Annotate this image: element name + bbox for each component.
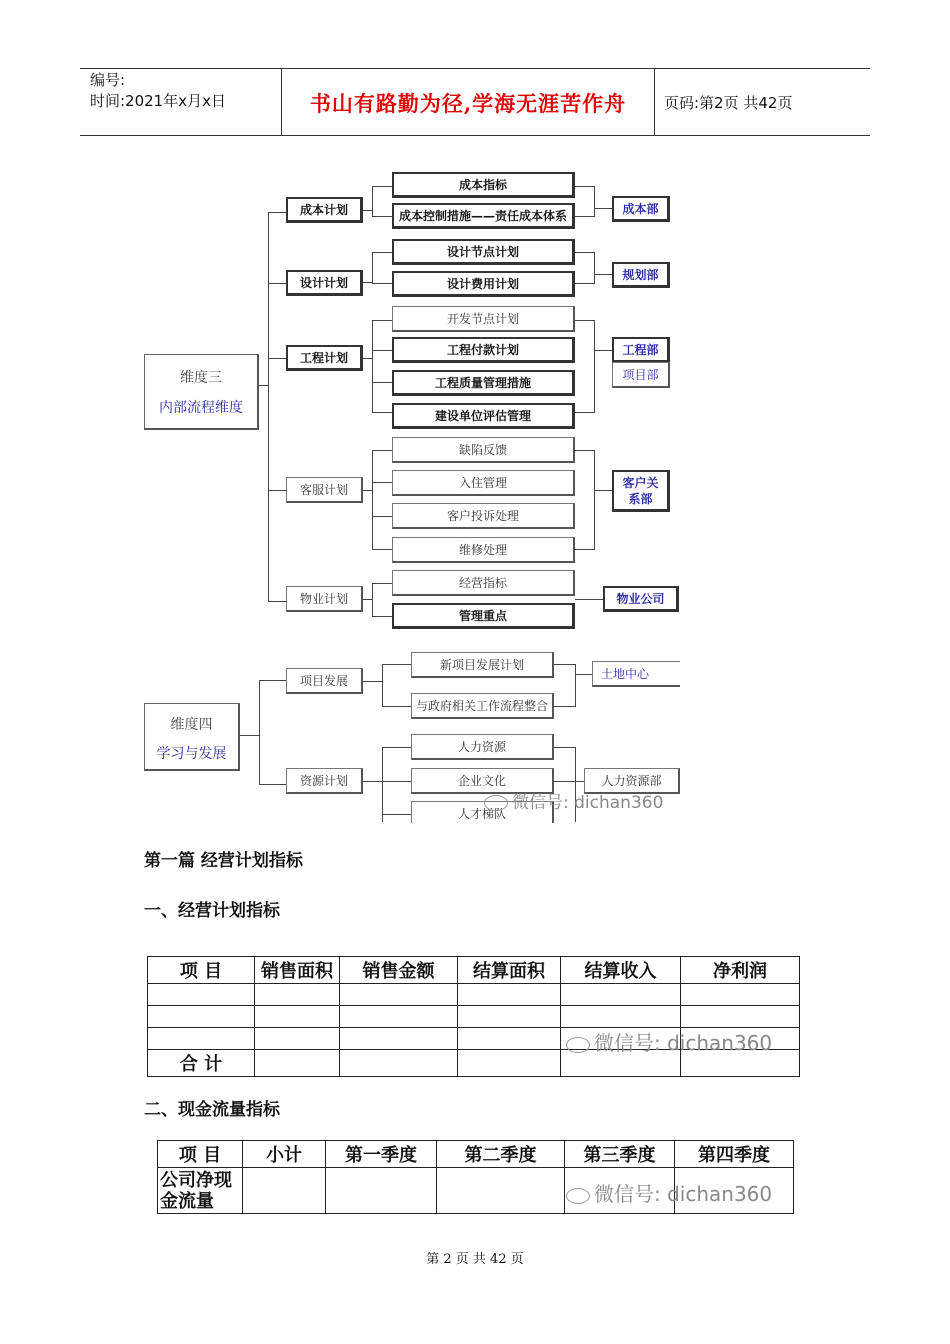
item-box: 建设单位评估管理 — [392, 403, 575, 429]
row-label: 公司净现金流量 — [158, 1168, 243, 1214]
item-box: 设计节点计划 — [392, 239, 575, 265]
header-meta — [90, 70, 226, 112]
header-page-info: 页码:第2页 共42页 — [664, 94, 793, 112]
wechat-icon — [566, 1188, 590, 1204]
item-box: 人力资源 — [411, 734, 554, 760]
dept-box-hr: 人力资源部 — [584, 768, 680, 794]
wechat-icon — [566, 1037, 590, 1053]
header-bottom-rule — [80, 135, 870, 136]
item-box: 入住管理 — [392, 470, 575, 496]
item-box: 成本控制措施——责任成本体系 — [392, 203, 575, 229]
heading-cash-flow: 二、现金流量指标 — [144, 1100, 280, 1120]
item-box: 管理重点 — [392, 603, 575, 629]
table-row — [148, 984, 800, 1006]
plan-box-resources: 资源计划 — [286, 768, 363, 794]
header-motto: 书山有路勤为径,学海无涯苦作舟 — [309, 91, 627, 116]
item-box: 缺陷反馈 — [392, 437, 575, 463]
table-header: 第二季度 — [437, 1141, 565, 1168]
table-header-row — [148, 957, 800, 984]
item-box: 成本指标 — [392, 172, 575, 198]
table-header: 小计 — [243, 1141, 326, 1168]
time-label: 时间:2021年x月x日 — [90, 92, 226, 110]
header-top-rule — [80, 68, 870, 69]
wechat-icon — [484, 795, 508, 811]
item-box: 设计费用计划 — [392, 271, 575, 297]
plan-box-property: 物业计划 — [286, 586, 363, 612]
dimension-subtitle: 学习与发展 — [156, 746, 227, 762]
table-header: 项 目 — [158, 1141, 243, 1168]
table-header: 结算面积 — [458, 957, 561, 984]
item-box: 开发节点计划 — [392, 306, 575, 332]
watermark: 微信号: dichan360 — [566, 1178, 772, 1207]
plan-box-engineering: 工程计划 — [286, 345, 363, 371]
dept-box-project: 项目部 — [612, 362, 670, 388]
dimension-three-box — [144, 354, 259, 430]
table-header: 净利润 — [681, 957, 800, 984]
dept-box-customer-relations: 客户关系部 — [612, 470, 670, 512]
table-header-row — [158, 1141, 794, 1168]
dept-box-cost: 成本部 — [612, 196, 670, 222]
table-header: 项 目 — [148, 957, 255, 984]
dimension-title: 维度三 — [180, 370, 222, 386]
item-box: 维修处理 — [392, 537, 575, 563]
section-title: 第一篇 经营计划指标 — [144, 851, 303, 871]
dept-box-engineering: 工程部 — [612, 337, 670, 363]
item-box: 客户投诉处理 — [392, 503, 575, 529]
table-row — [148, 1006, 800, 1028]
item-box: 人才梯队 — [411, 801, 554, 823]
table-header: 第一季度 — [326, 1141, 437, 1168]
plan-box-customer-service: 客服计划 — [286, 477, 363, 503]
dept-box-planning: 规划部 — [612, 262, 670, 288]
table-header: 第四季度 — [675, 1141, 794, 1168]
dimension-subtitle: 内部流程维度 — [159, 400, 243, 416]
plan-box-design: 设计计划 — [286, 270, 363, 296]
item-box: 新项目发展计划 — [411, 652, 554, 678]
dept-box-property-company: 物业公司 — [603, 586, 679, 612]
operating-plan-table — [147, 956, 800, 1077]
dimension-four-box — [144, 703, 240, 771]
table-header: 销售面积 — [255, 957, 340, 984]
number-label: 编号: — [90, 71, 126, 89]
heading-operating-plan: 一、经营计划指标 — [144, 901, 280, 921]
item-box: 工程质量管理措施 — [392, 370, 575, 396]
total-label: 合 计 — [148, 1050, 255, 1077]
dept-box-land-center: 土地中心 — [592, 661, 680, 687]
plan-box-cost: 成本计划 — [286, 197, 363, 223]
item-box: 工程付款计划 — [392, 337, 575, 363]
watermark: 微信号: dichan360 — [566, 1027, 772, 1056]
item-box: 企业文化 — [411, 768, 554, 794]
table-header: 结算收入 — [561, 957, 681, 984]
plan-box-project-development: 项目发展 — [286, 668, 363, 694]
watermark: 微信号: dichan360 — [484, 788, 663, 813]
header-divider — [654, 68, 655, 136]
table-header: 销售金额 — [340, 957, 458, 984]
item-box: 与政府相关工作流程整合 — [411, 693, 554, 719]
dimension-title: 维度四 — [170, 717, 213, 733]
table-header: 第三季度 — [565, 1141, 675, 1168]
item-box: 经营指标 — [392, 570, 575, 596]
page-footer: 第 2 页 共 42 页 — [426, 1252, 524, 1267]
